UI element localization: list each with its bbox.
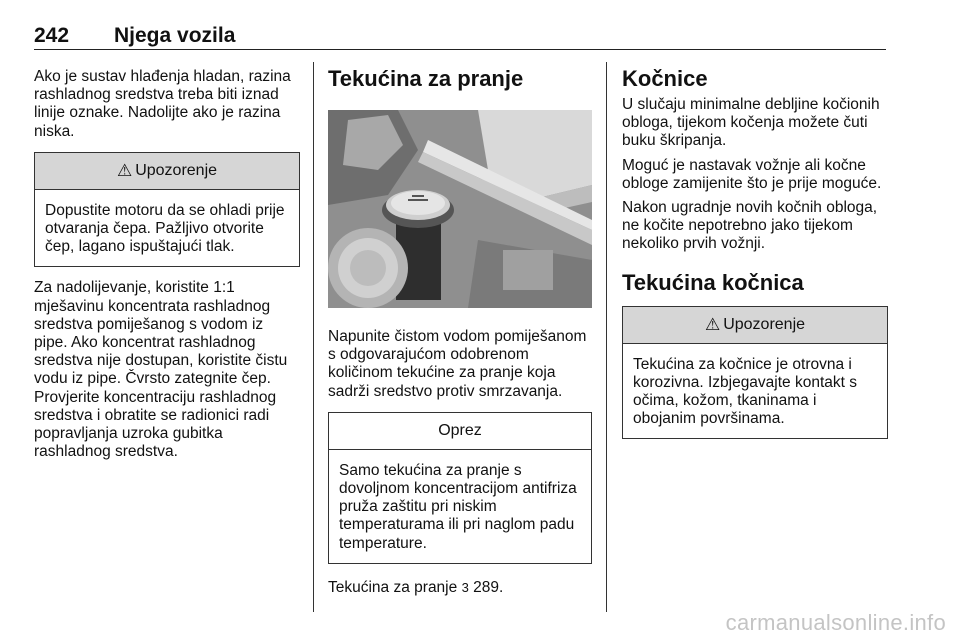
warning-triangle-icon: ⚠ [704, 314, 721, 334]
brake-fluid-warning-box [622, 306, 888, 440]
section-heading-washer-fluid: Tekućina za pranje [328, 66, 524, 91]
page-header [34, 20, 886, 50]
reference-text: Tekućina za pranje [328, 578, 458, 596]
caution-box [328, 412, 592, 564]
section-heading-brakes: Kočnice [622, 66, 708, 91]
reference-page[interactable]: 289. [473, 578, 504, 596]
caution-header: Oprez [329, 413, 591, 450]
column-right [622, 66, 888, 439]
section-heading-brake-fluid: Tekućina kočnica [622, 269, 804, 295]
warning-triangle-icon: ⚠ [116, 160, 133, 180]
washer-fluid-reservoir-photo [328, 110, 592, 308]
washer-fluid-reference [328, 579, 592, 597]
brakes-paragraph-3: Nakon ugradnje novih kočnih obloga, ne kočite nepotrebno jako tijekom nekoliko prvih vožnji. [622, 199, 878, 253]
page-number: 242 [34, 24, 70, 47]
column-divider [606, 62, 607, 612]
warning-header [35, 153, 299, 190]
brakes-paragraph-1: U slučaju minimalne debljine kočionih obloga, tijekom kočenja možete čuti buku škripanja. [622, 96, 880, 150]
reference-arrow-icon: 3 [461, 579, 469, 595]
chapter-title: Njega vozila [114, 24, 236, 47]
warning-title: Upozorenje [723, 315, 806, 333]
brakes-paragraph-2: Moguć je nastavak vožnje ali kočne obloge zamijenite što je prije moguće. [622, 156, 882, 192]
warning-box [34, 152, 300, 268]
column-middle [328, 66, 592, 597]
coolant-refill-text: Za nadolijevanje, koristite 1:1 mješavinu koncentrata rashladnog sredstva pomiješanog s vodom iz pipe. Ako koncentrat rashladnog sredstva nije dostupan, koristite čistu vodu iz pipe. Čvrsto zategnite čep. Provjerite koncentraciju rashladnog sredstva i obratite se radionici radi popravljanja uzroka gubitka rashladnog sredstva. [34, 279, 288, 461]
warning-title: Upozorenje [135, 161, 218, 179]
washer-fluid-text: Napunite čistom vodom pomiješanom s odgovarajućom odobrenom količinom tekućine za pranje koja sadrži sredstvo protiv smrzavanja. [328, 328, 587, 400]
watermark: carmanualsonline.info [725, 610, 946, 635]
column-divider [313, 62, 314, 612]
warning-text: Dopustite motoru da se ohladi prije otvaranja čepa. Pažljivo otvorite čep, lagano ispuštajući tlak. [45, 201, 285, 256]
brake-fluid-warning-text: Tekućina za kočnice je otrovna i korozivna. Izbjegavajte kontakt s očima, kožom, tkaninama i obojanim površinama. [633, 355, 858, 428]
warning-header [623, 307, 887, 344]
column-left [34, 66, 300, 461]
coolant-intro-text: Ako je sustav hlađenja hladan, razina rashladnog sredstva treba biti iznad linije oznake. Nadolijte ako je razina niska. [34, 68, 291, 140]
caution-text: Samo tekućina za pranje s dovoljnom koncentracijom antifriza pruža zaštitu pri niskim temperaturama ili pri naglom padu temperature. [339, 461, 577, 552]
engine-bay-illustration [328, 110, 592, 308]
